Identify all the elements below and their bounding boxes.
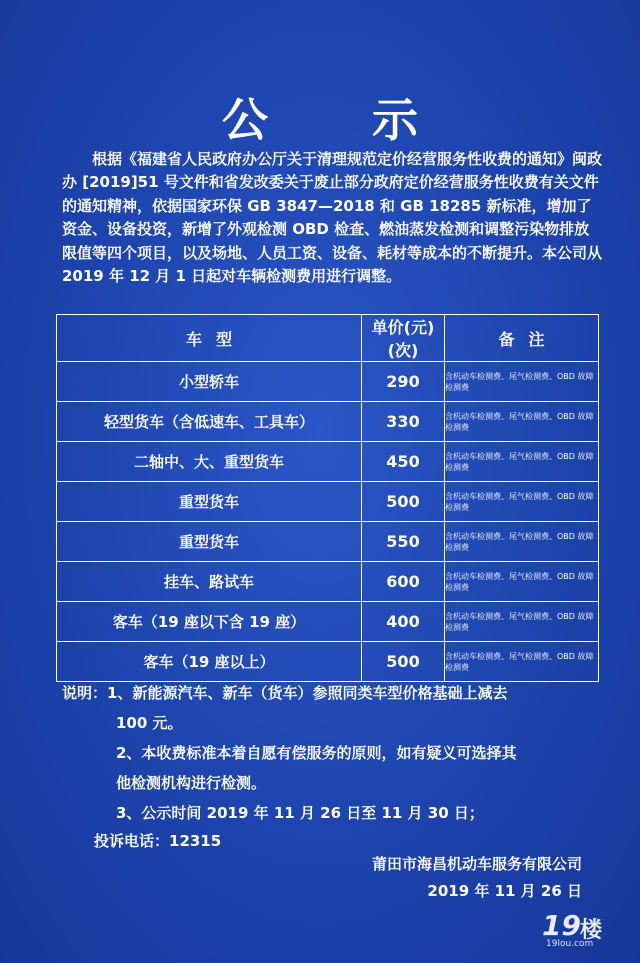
header-vehicle-type: 车型 xyxy=(57,315,362,362)
table-row xyxy=(57,522,599,562)
vehicle-type-cell: 挂车、路试车 xyxy=(57,562,362,602)
vehicle-type-cell: 二轴中、大、重型货车 xyxy=(57,442,362,482)
notice-title: 公 示 xyxy=(221,93,462,147)
remark-cell: 含机动车检测费、尾气检测费、OBD 故障检测费 xyxy=(445,602,599,642)
notes-section xyxy=(62,678,602,828)
note-line-1: 说明：1、新能源汽车、新车（货车）参照同类车型价格基础上减去 xyxy=(62,684,508,702)
table-row xyxy=(57,402,599,442)
remark-cell: 含机动车检测费、尾气检测费、OBD 故障检测费 xyxy=(445,402,599,442)
vehicle-type-cell: 轻型货车（含低速车、工具车） xyxy=(57,402,362,442)
vehicle-type-cell: 重型货车 xyxy=(57,522,362,562)
watermark-logo xyxy=(542,909,622,949)
table-row xyxy=(57,442,599,482)
remark-cell: 含机动车检测费、尾气检测费、OBD 故障检测费 xyxy=(445,642,599,682)
table-row xyxy=(57,482,599,522)
table-row xyxy=(57,642,599,682)
notice-date: 2019 年 11 月 26 日 xyxy=(427,882,582,900)
complaint-phone: 投诉电话：12315 xyxy=(94,832,222,850)
intro-paragraph: 根据《福建省人民政府办公厅关于清理规范定价经营服务性收费的通知》闽政办 [2019]51 号文件和省发改委关于废止部分政府定价经营服务性收费有关文件的通知精神，依据国家环保 GB 3847—2018 和 GB 18285 新标准，增加了资金、设备投资，新增了外观检测 OBD 检查、燃油蒸发检测和调整污染物排放限值等四个项目，以及场地、人员工资、设备、耗材等成本的不断提升。本公司从 2019 年 12 月 1 日起对车辆检测费用进行调整。 xyxy=(62,150,608,286)
remark-cell: 含机动车检测费、尾气检测费、OBD 故障检测费 xyxy=(445,482,599,522)
vehicle-type-cell: 小型轿车 xyxy=(57,362,362,402)
header-unit-price: 单价(元)(次) xyxy=(362,315,445,362)
company-name: 莆田市海昌机动车服务有限公司 xyxy=(371,855,582,873)
note-line-3: 3、公示时间 2019 年 11 月 26 日至 11 月 30 日； xyxy=(116,804,484,822)
price-cell: 330 xyxy=(362,402,445,442)
remark-cell: 含机动车检测费、尾气检测费、OBD 故障检测费 xyxy=(445,442,599,482)
watermark-char: 楼 xyxy=(580,918,603,943)
price-cell: 450 xyxy=(362,442,445,482)
watermark-url: 19lou.com xyxy=(546,939,594,949)
table-row xyxy=(57,602,599,642)
price-cell: 400 xyxy=(362,602,445,642)
remark-cell: 含机动车检测费、尾气检测费、OBD 故障检测费 xyxy=(445,562,599,602)
remark-cell: 含机动车检测费、尾气检测费、OBD 故障检测费 xyxy=(445,362,599,402)
note-line-2-cont: 他检测机构进行检测。 xyxy=(116,774,267,792)
price-cell: 500 xyxy=(362,482,445,522)
vehicle-type-cell: 重型货车 xyxy=(57,482,362,522)
price-cell: 500 xyxy=(362,642,445,682)
remark-cell: 含机动车检测费、尾气检测费、OBD 故障检测费 xyxy=(445,522,599,562)
table-row xyxy=(57,562,599,602)
price-cell: 600 xyxy=(362,562,445,602)
price-cell: 290 xyxy=(362,362,445,402)
vehicle-type-cell: 客车（19 座以下含 19 座） xyxy=(57,602,362,642)
table-header-row xyxy=(57,315,599,362)
note-line-1-cont: 100 元。 xyxy=(116,714,183,732)
price-cell: 550 xyxy=(362,522,445,562)
watermark-number: 19 xyxy=(542,909,581,942)
note-line-2: 2、本收费标准本着自愿有偿服务的原则，如有疑义可选择其 xyxy=(116,744,517,762)
fee-table xyxy=(56,314,599,682)
header-remarks: 备注 xyxy=(445,315,599,362)
vehicle-type-cell: 客车（19 座以上） xyxy=(57,642,362,682)
table-row xyxy=(57,362,599,402)
